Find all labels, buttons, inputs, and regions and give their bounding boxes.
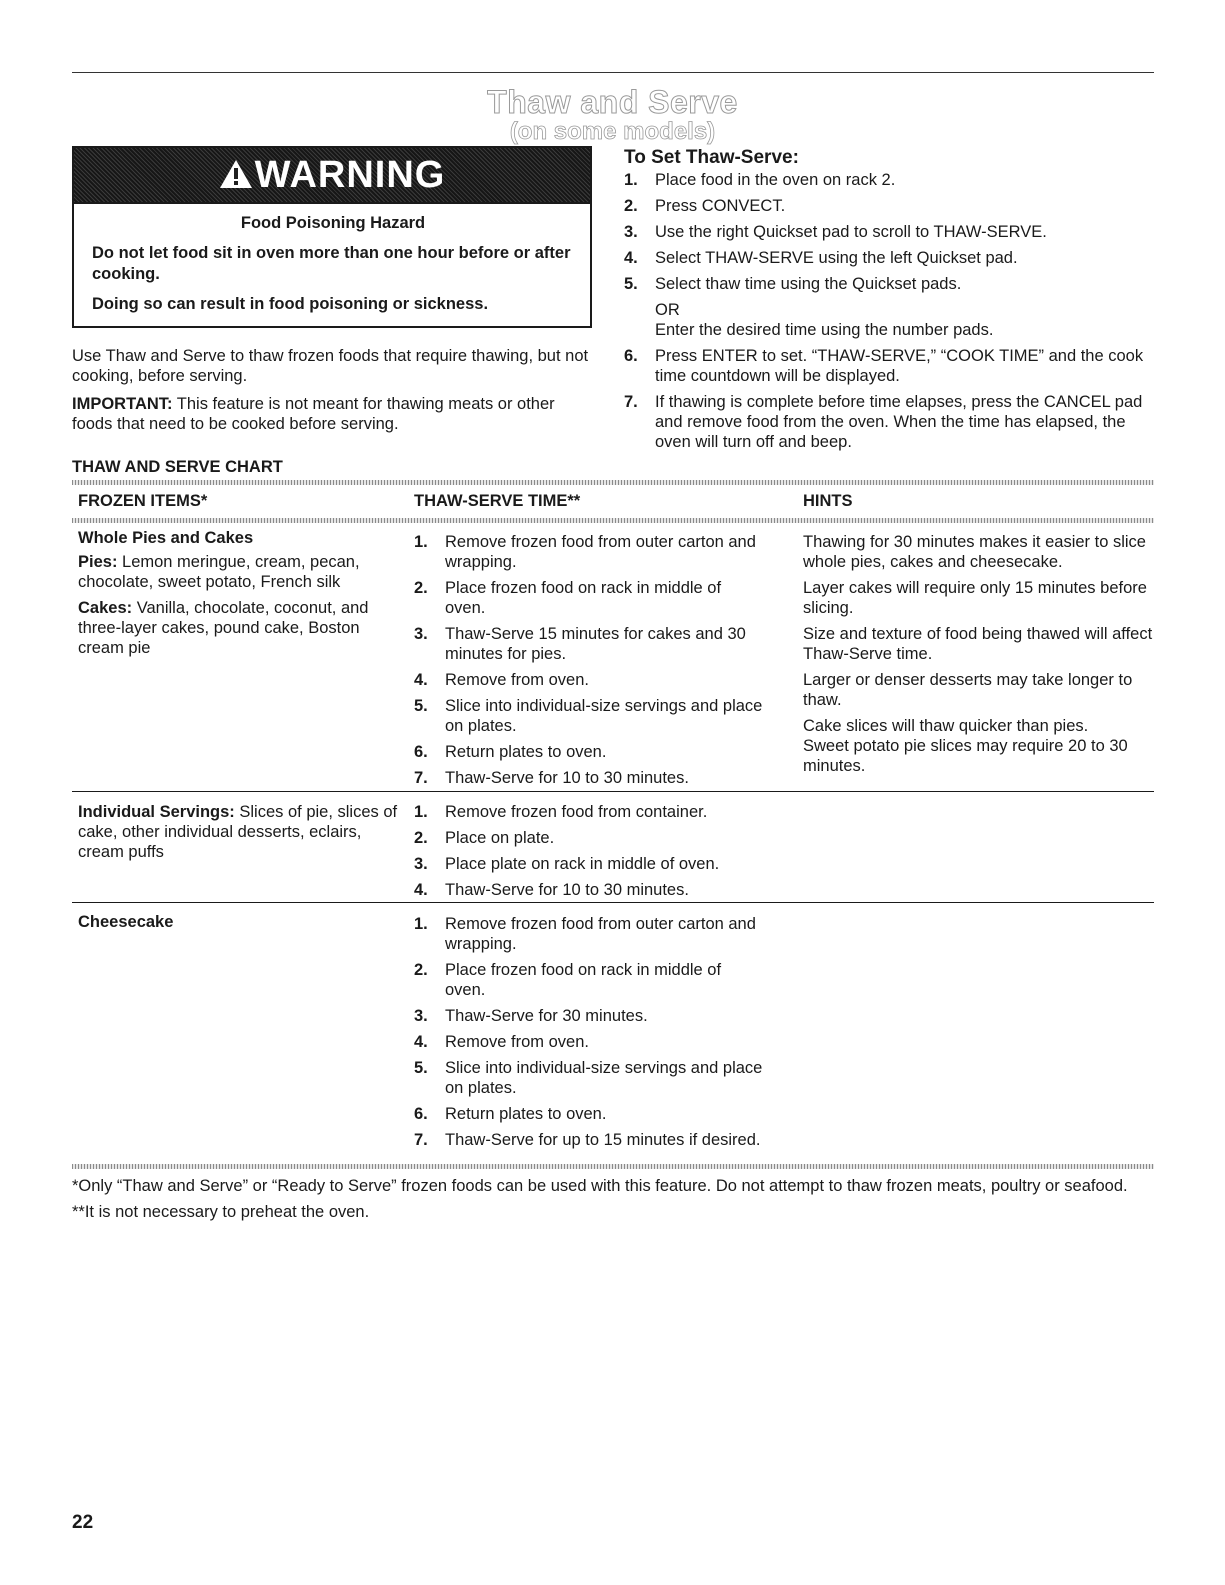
important-label: IMPORTANT: [72,395,173,413]
step-text: Return plates to oven. [445,1105,607,1123]
step-item [624,196,1154,216]
step-number: 4. [624,249,638,267]
warning-line: Do not let food sit in oven more than one hour before or after cooking. [92,244,571,283]
table-top-band [72,480,1154,485]
row1-frozen-items [78,528,408,664]
item-title: Cheesecake [78,913,174,931]
chart-title: THAW AND SERVE CHART [72,458,283,476]
step-number: 3. [414,855,428,873]
header-frozen-items: FROZEN ITEMS* [78,492,208,510]
table-step [414,768,764,788]
table-step [414,802,764,822]
step-number: 5. [414,1059,428,1077]
step-number: 1. [624,171,638,189]
step-item [624,392,1154,452]
step-text: Slice into individual-size servings and place on plates. [445,697,763,735]
row3-steps [414,914,764,1156]
step-text: Remove frozen food from outer carton and wrapping. [445,915,756,953]
step-number: 7. [414,769,428,787]
table-step [414,1058,764,1098]
steps-list [624,170,1154,452]
warning-header [74,148,590,204]
warning-triangle-icon [219,159,253,189]
step-text: Select thaw time using the Quickset pads. [655,275,962,293]
row-divider [72,902,1154,903]
step-item [624,248,1154,268]
table-step [414,854,764,874]
table-step [414,828,764,848]
step-text: Place frozen food on rack in middle of oven. [445,961,722,999]
step-text: Remove frozen food from outer carton and wrapping. [445,533,756,571]
hint: Sweet potato pie slices may require 20 to 30 minutes. [803,737,1128,775]
step-text: Thaw-Serve for 10 to 30 minutes. [445,881,689,899]
row1-steps [414,532,764,794]
important-text: This feature is not meant for thawing meats or other foods that need to be cooked before serving. [72,395,555,433]
step-number: 3. [624,223,638,241]
step-item [624,274,1154,340]
step-text: Place plate on rack in middle of oven. [445,855,720,873]
step-number: 3. [414,625,428,643]
step-number: 2. [414,961,428,979]
step-number: 2. [414,579,428,597]
hazard-title: Food Poisoning Hazard [240,214,426,232]
row-divider [72,791,1154,792]
step-text: Press CONVECT. [655,197,786,215]
step-text: Select THAW-SERVE using the left Quickset pad. [655,249,1018,267]
step-text: Slice into individual-size servings and place on plates. [445,1059,763,1097]
step-text: Return plates to oven. [445,743,607,761]
step-number: 3. [414,1007,428,1025]
table-step [414,578,764,618]
important-paragraph [72,394,592,434]
step-number: 6. [414,743,428,761]
page-number: 22 [72,1512,94,1533]
step-number: 5. [414,697,428,715]
footnote: **It is not necessary to preheat the oven. [72,1203,370,1221]
step-text: Thaw-Serve for 30 minutes. [445,1007,648,1025]
hint: Thawing for 30 minutes makes it easier to slice whole pies, cakes and cheesecake. [803,533,1146,571]
table-step [414,1130,764,1150]
step-number: 6. [414,1105,428,1123]
step-number: 7. [414,1131,428,1149]
table-bottom-band [72,1164,1154,1169]
step-text: If thawing is complete before time elapses, press the CANCEL pad and remove food from the oven. When the time has elapsed, the oven will turn off and beep. [655,393,1143,451]
step-text: Thaw-Serve for 10 to 30 minutes. [445,769,689,787]
step-number: 5. [624,275,638,293]
row2-steps [414,802,764,906]
steps-heading: To Set Thaw-Serve: [624,147,799,168]
step-item [624,170,1154,190]
header-bottom-band [72,518,1154,523]
step-number: 1. [414,915,428,933]
table-step [414,532,764,572]
footnotes [72,1176,1154,1228]
top-rule [72,72,1154,73]
step-number: 4. [414,881,428,899]
step-text: Remove from oven. [445,1033,589,1051]
header-thaw-serve-time: THAW-SERVE TIME** [414,492,581,510]
intro-text [72,346,592,442]
pies-text: Lemon meringue, cream, pecan, chocolate, sweet potato, French silk [78,553,360,591]
row3-frozen-items [78,912,408,938]
page-title: Thaw and Serve [487,84,738,120]
step-text: Remove frozen food from container. [445,803,708,821]
step-item [624,346,1154,386]
hint: Layer cakes will require only 15 minutes before slicing. [803,579,1147,617]
hint: Size and texture of food being thawed will affect Thaw-Serve time. [803,625,1153,663]
step-or: OR [655,301,680,319]
table-step [414,742,764,762]
step-text: Remove from oven. [445,671,589,689]
table-step [414,696,764,736]
warning-body [74,204,590,315]
hint: Larger or denser desserts may take longer to thaw. [803,671,1133,709]
step-number: 4. [414,1033,428,1051]
table-step [414,960,764,1000]
step-item [624,222,1154,242]
cakes-text: Vanilla, chocolate, coconut, and three-layer cakes, pound cake, Boston cream pie [78,599,369,657]
step-text: Press ENTER to set. “THAW-SERVE,” “COOK TIME” and the cook time countdown will be displayed. [655,347,1144,385]
table-step [414,1032,764,1052]
table-step [414,670,764,690]
intro-paragraph: Use Thaw and Serve to thaw frozen foods that require thawing, but not cooking, before serving. [72,347,589,385]
step-text: Place food in the oven on rack 2. [655,171,896,189]
hint: Cake slices will thaw quicker than pies. [803,717,1089,735]
step-text: Thaw-Serve for up to 15 minutes if desired. [445,1131,761,1149]
step-text: Use the right Quickset pad to scroll to THAW-SERVE. [655,223,1047,241]
item-text: Slices of pie, slices of cake, other individual desserts, eclairs, cream puffs [78,803,398,861]
step-text: Thaw-Serve 15 minutes for cakes and 30 minutes for pies. [445,625,746,663]
warning-line: Doing so can result in food poisoning or sickness. [92,295,489,313]
row1-hints [803,532,1153,782]
step-number: 6. [624,347,638,365]
step-number: 1. [414,803,428,821]
step-number: 2. [624,197,638,215]
step-number: 7. [624,393,638,411]
table-step [414,1104,764,1124]
row2-frozen-items [78,802,408,868]
header-hints: HINTS [803,492,853,510]
step-alt-text: Enter the desired time using the number pads. [655,321,994,339]
cakes-label: Cakes: [78,599,133,617]
step-number: 2. [414,829,428,847]
item-label: Individual Servings: [78,803,235,821]
footnote: *Only “Thaw and Serve” or “Ready to Serve” frozen foods can be used with this feature. Do not attempt to thaw frozen meats, poultry or seafood. [72,1177,1128,1195]
warning-label: WARNING [254,154,446,196]
set-thaw-serve-steps [624,148,1154,458]
table-step [414,1006,764,1026]
step-number: 4. [414,671,428,689]
table-step [414,624,764,664]
warning-box [72,146,592,328]
item-title: Whole Pies and Cakes [78,529,254,547]
table-step [414,914,764,954]
step-number: 1. [414,533,428,551]
step-text: Place on plate. [445,829,555,847]
table-step [414,880,764,900]
page-subtitle: (on some models) [509,118,716,145]
pies-label: Pies: [78,553,118,571]
step-text: Place frozen food on rack in middle of oven. [445,579,722,617]
